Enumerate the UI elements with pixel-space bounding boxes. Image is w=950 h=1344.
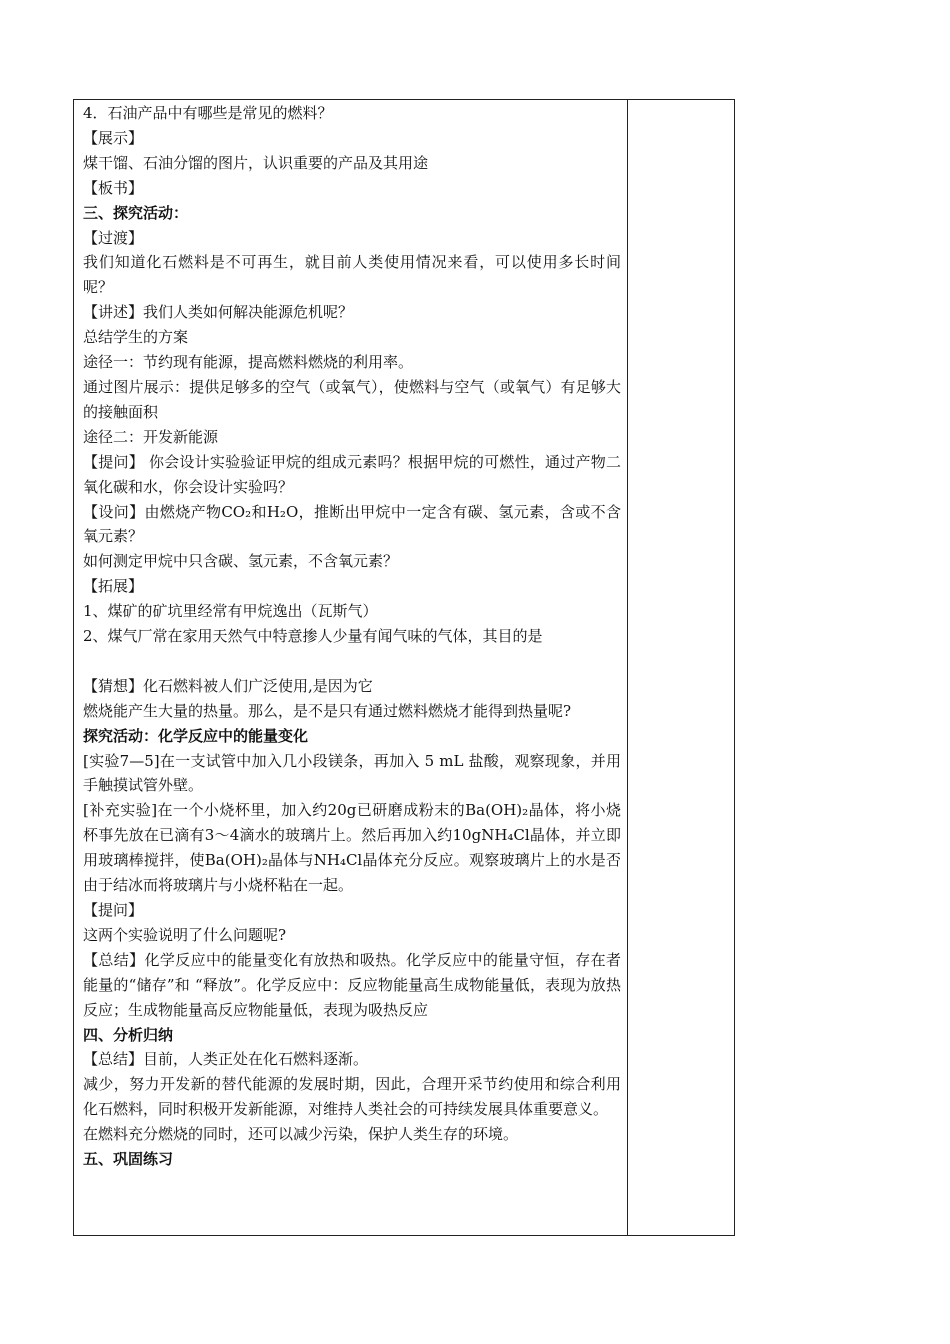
display-text: 煤干馏、石油分馏的图片，认识重要的产品及其用途 — [83, 153, 429, 172]
picture-display-text: 通过图片展示：提供足够多的空气（或氧气），使燃料与空气（或氧气）有足够大的接触面积 — [83, 377, 621, 421]
transition-text: 我们知道化石燃料是不可再生，就目前人类使用情况来看，可以使用多长时间呢？ — [83, 253, 621, 297]
tag-transition: 【过渡】 — [83, 228, 144, 247]
measure-question: 如何测定甲烷中只含碳、氢元素，不含氧元素？ — [83, 552, 399, 571]
summary-plans: 总结学生的方案 — [83, 328, 189, 347]
notes-cell — [628, 100, 735, 1235]
blank-line — [83, 649, 621, 674]
lesson-content-cell — [83, 101, 621, 1172]
summary-environment: 在燃料充分燃烧的同时，还可以减少污染，保护人类生存的环境。 — [83, 1125, 519, 1144]
guess-text: 【猜想】化石燃料被人们广泛使用,是因为它 — [83, 676, 373, 695]
section-4-heading: 四、分析归纳 — [83, 1025, 174, 1044]
approach-1: 途径一：节约现有能源，提高燃料燃烧的利用率。 — [83, 353, 414, 372]
experiment-7-5: [实验7—5]在一支试管中加入几小段镁条，再加入 5 mL 盐酸，观察现象，并用手触摸试管外壁。 — [83, 751, 621, 795]
inquiry-methane: 【设问】由燃烧产物CO₂和H₂O，推断出甲烷中一定含有碳、氢元素，含或不含氧元素？ — [83, 502, 621, 546]
supplementary-experiment: [补充实验]在一个小烧杯里，加入约20g已研磨成粉末的Ba(OH)₂晶体，将小烧杯事先放在已滴有3～4滴水的玻璃片上。然后再加入约10gNH₄Cl晶体，并立即用玻璃棒搅拌，使Ba(OH)₂晶体与NH₄Cl晶体充分反应。观察玻璃片上的水是否由于结冰而将玻璃片与小烧杯粘在一起。 — [83, 801, 621, 895]
summary-energy: 【总结】化学反应中的能量变化有放热和吸热。化学反应中的能量守恒，存在者能量的“储存”和 “释放”。化学反应中：反应物能量高生成物能量低，表现为放热反应；生成物能量高反应物能量低，表现为吸热反应 — [83, 950, 621, 1019]
tag-question: 【提问】 — [83, 900, 144, 919]
question-experiments: 这两个实验说明了什么问题呢? — [83, 925, 287, 944]
section-5-heading: 五、巩固练习 — [83, 1150, 174, 1169]
extension-2: 2、煤气厂常在家用天然气中特意掺人少量有闻气味的气体，其目的是 — [83, 627, 543, 646]
tag-display: 【展示】 — [83, 128, 144, 147]
lesson-table — [73, 99, 735, 1236]
approach-2: 途径二：开发新能源 — [83, 427, 219, 446]
extension-1: 1、煤矿的矿坑里经常有甲烷逸出（瓦斯气） — [83, 602, 378, 621]
section-3-heading: 三、探究活动： — [83, 203, 189, 222]
summary-fossil: 【总结】目前，人类正处在化石燃料逐渐。 — [83, 1050, 369, 1069]
guess-continued: 燃烧能产生大量的热量。那么，是不是只有通过燃料燃烧才能得到热量呢? — [83, 701, 572, 720]
tag-extension: 【拓展】 — [83, 577, 144, 596]
summary-continued: 减少，努力开发新的替代能源的发展时期，因此，合理开采节约使用和综合利用化石燃料，同时积极开发新能源，对维持人类社会的可持续发展具体重要意义。 — [83, 1075, 621, 1119]
activity-heading: 探究活动：化学反应中的能量变化 — [83, 726, 309, 745]
question-4: 4．石油产品中有哪些是常见的燃料？ — [83, 104, 333, 122]
tag-board: 【板书】 — [83, 178, 144, 197]
question-methane: 【提问】 你会设计实验验证甲烷的组成元素吗？根据甲烷的可燃性，通过产物二氧化碳和水，你会设计实验吗？ — [83, 452, 621, 496]
lecture-text: 【讲述】我们人类如何解决能源危机呢？ — [83, 303, 354, 322]
